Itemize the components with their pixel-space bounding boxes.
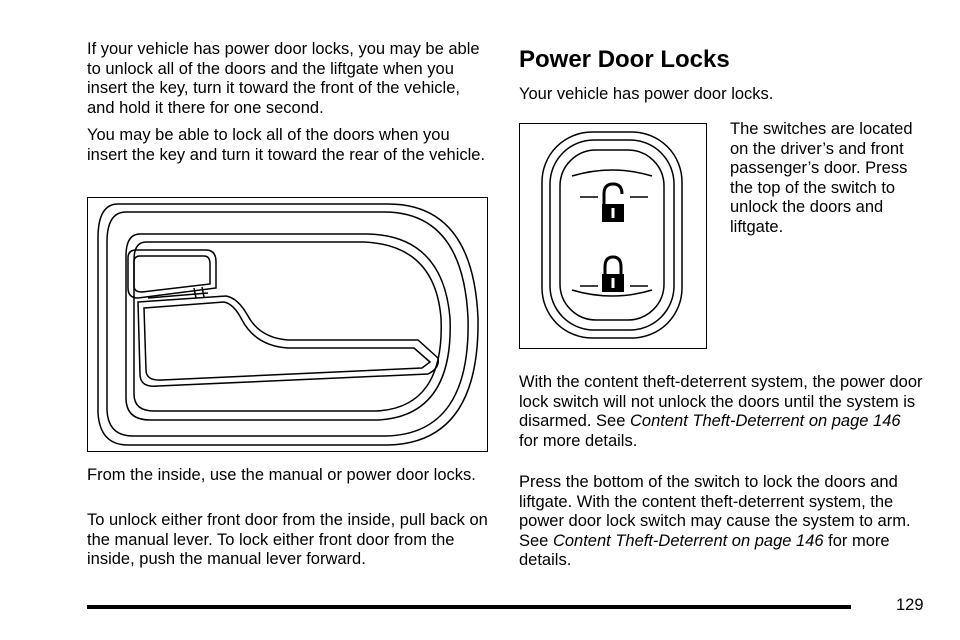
footer-rule [87,605,851,609]
lock-icon [602,257,624,292]
theft-reference-link: Content Theft-Deterrent on page 146 [629,412,901,430]
theft-text-b: for more details. [519,431,638,450]
door-handle-figure [87,197,488,452]
unlock-icon [602,184,624,222]
paragraph-key-unlock: If your vehicle has power door locks, you may be able to unlock all of the doors and the liftgate when you insert the key, turn it toward the front of the vehicle, and hold it there for one second. [87,40,480,117]
lock-text-a: Press the bottom of the switch to lock the doors and liftgate. With the content theft-deterrent system, the power door lock switch may cause the system to arm. See [519,473,911,550]
theft-text-a: With the content theft-deterrent system, the power door lock switch will not unlock the doors until the system is disarmed. See [519,373,923,430]
door-handle-icon [88,198,486,450]
paragraph-theft-deterrent-unlock [519,373,924,451]
paragraph-inside-locks: From the inside, use the manual or power door locks. [87,466,476,484]
paragraph-key-lock: You may be able to lock all of the doors when you insert the key and turn it toward the rear of the vehicle. [87,126,486,164]
section-heading-power-door-locks: Power Door Locks [519,46,730,73]
page-number: 129 [896,596,924,614]
paragraph-intro: Your vehicle has power door locks. [519,85,774,103]
paragraph-lock-bottom [519,473,924,571]
switch-icon [520,124,705,347]
lock-reference-link: Content Theft-Deterrent on page 146 [552,531,824,550]
lock-text-b: for more details. [519,531,890,569]
lock-switch-figure [519,123,707,349]
paragraph-switch-location: The switches are located on the driver’s and front passenger’s door. Press the top of the switch to unlock the doors and liftgate. [730,120,913,236]
paragraph-manual-lever: To unlock either front door from the inside, pull back on the manual lever. To lock either front door from the inside, push the manual lever forward. [87,511,488,568]
